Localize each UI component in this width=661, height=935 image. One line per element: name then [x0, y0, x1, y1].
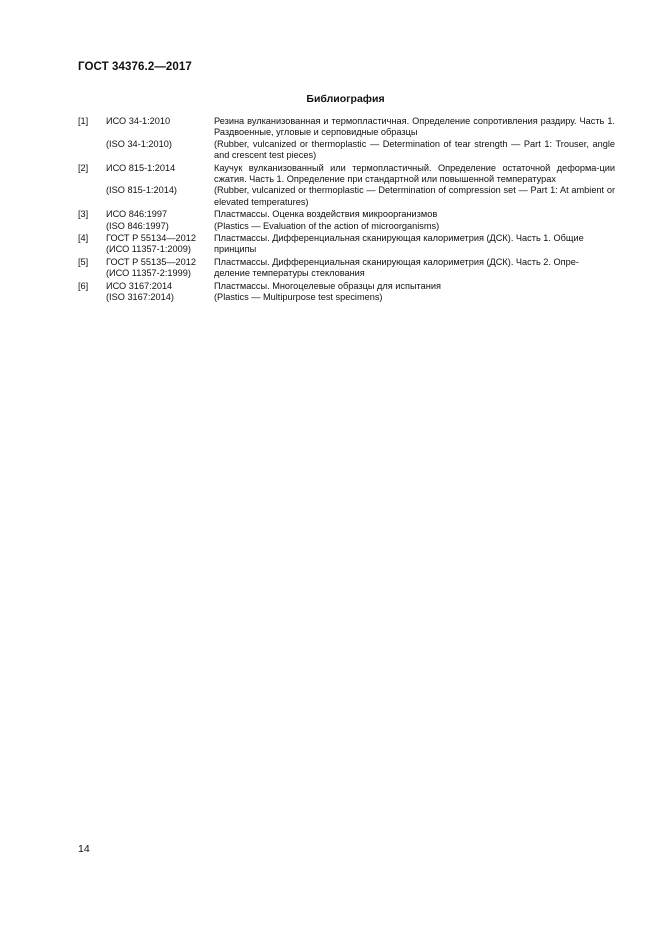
- entry-description: (Rubber, vulcanized or thermoplastic — Determination of tear strength — Part 1: Trouser, angle and crescent test pieces): [214, 138, 615, 161]
- entry-row: [78, 244, 615, 255]
- entry-number: [6]: [78, 280, 89, 291]
- entry-code: (ISO 34-1:2010): [106, 138, 172, 149]
- document-header: ГОСТ 34376.2—2017: [78, 61, 192, 73]
- page-number: 14: [78, 843, 90, 855]
- entry-number: [2]: [78, 162, 89, 173]
- entry-row: [78, 209, 615, 220]
- entry-code: ИСО 815-1:2014: [106, 162, 176, 173]
- entry-code: ИСО 846:1997: [106, 209, 168, 220]
- entry-code: ГОСТ Р 55135—2012: [106, 256, 196, 267]
- entry-description: Пластмассы. Дифференциальная сканирующая калориметрия (ДСК). Часть 2. Опре-: [214, 256, 579, 267]
- entry-code: ИСО 3167:2014: [106, 280, 173, 291]
- bibliography-entry: [78, 163, 615, 209]
- entry-number: [3]: [78, 209, 89, 220]
- entry-code: (ISO 846:1997): [106, 220, 169, 231]
- entry-number: [5]: [78, 256, 89, 267]
- entry-row: [78, 292, 615, 303]
- bibliography-entry: [78, 233, 615, 256]
- entry-row: [78, 185, 615, 208]
- entry-description: Пластмассы. Многоцелевые образцы для испытания: [214, 280, 441, 291]
- entry-description: Пластмассы. Дифференциальная сканирующая калориметрия (ДСК). Часть 1. Общие: [214, 233, 584, 244]
- entry-row: [78, 163, 615, 186]
- bibliography-list: [78, 116, 615, 305]
- entry-number: [4]: [78, 233, 89, 244]
- entry-row: [78, 268, 615, 279]
- entry-row: [78, 233, 615, 244]
- entry-description: (Plastics — Multipurpose test specimens): [214, 292, 383, 303]
- entry-code: (ISO 3167:2014): [106, 292, 174, 303]
- section-title: Библиография: [306, 93, 385, 105]
- bibliography-entry: [78, 116, 615, 162]
- bibliography-entry: [78, 257, 615, 280]
- entry-description: (Plastics — Evaluation of the action of microorganisms): [214, 220, 440, 231]
- entry-description: Пластмассы. Оценка воздействия микроорганизмов: [214, 209, 438, 220]
- entry-code: ИСО 34-1:2010: [106, 116, 171, 126]
- entry-code: (ИСО 11357-2:1999): [106, 268, 191, 279]
- entry-row: [78, 221, 615, 232]
- entry-description: деление температуры стеклования: [214, 268, 365, 279]
- entry-code: (ISO 815-1:2014): [106, 185, 177, 196]
- entry-description: Каучук вулканизованный или термопластичный. Определение остаточной деформа-ции сжатия. Часть 1. Определение при стандартной или повышенной температурах: [214, 162, 615, 185]
- bibliography-entry: [78, 281, 615, 304]
- entry-code: ГОСТ Р 55134—2012: [106, 233, 196, 244]
- entry-number: [1]: [78, 116, 89, 126]
- entry-description: Резина вулканизованная и термопластичная. Определение сопротивления раздиру. Часть 1. Раздвоенные, угловые и серповидные образцы: [214, 116, 615, 138]
- entry-description: (Rubber, vulcanized or thermoplastic — Determination of compression set — Part 1: At ambient or elevated temperatures): [214, 185, 616, 207]
- bibliography-entry: [78, 209, 615, 232]
- entry-description: принципы: [214, 244, 257, 255]
- entry-row: [78, 257, 615, 268]
- entry-row: [78, 116, 615, 139]
- entry-row: [78, 281, 615, 292]
- entry-code: (ИСО 11357-1:2009): [106, 244, 191, 255]
- entry-row: [78, 139, 615, 162]
